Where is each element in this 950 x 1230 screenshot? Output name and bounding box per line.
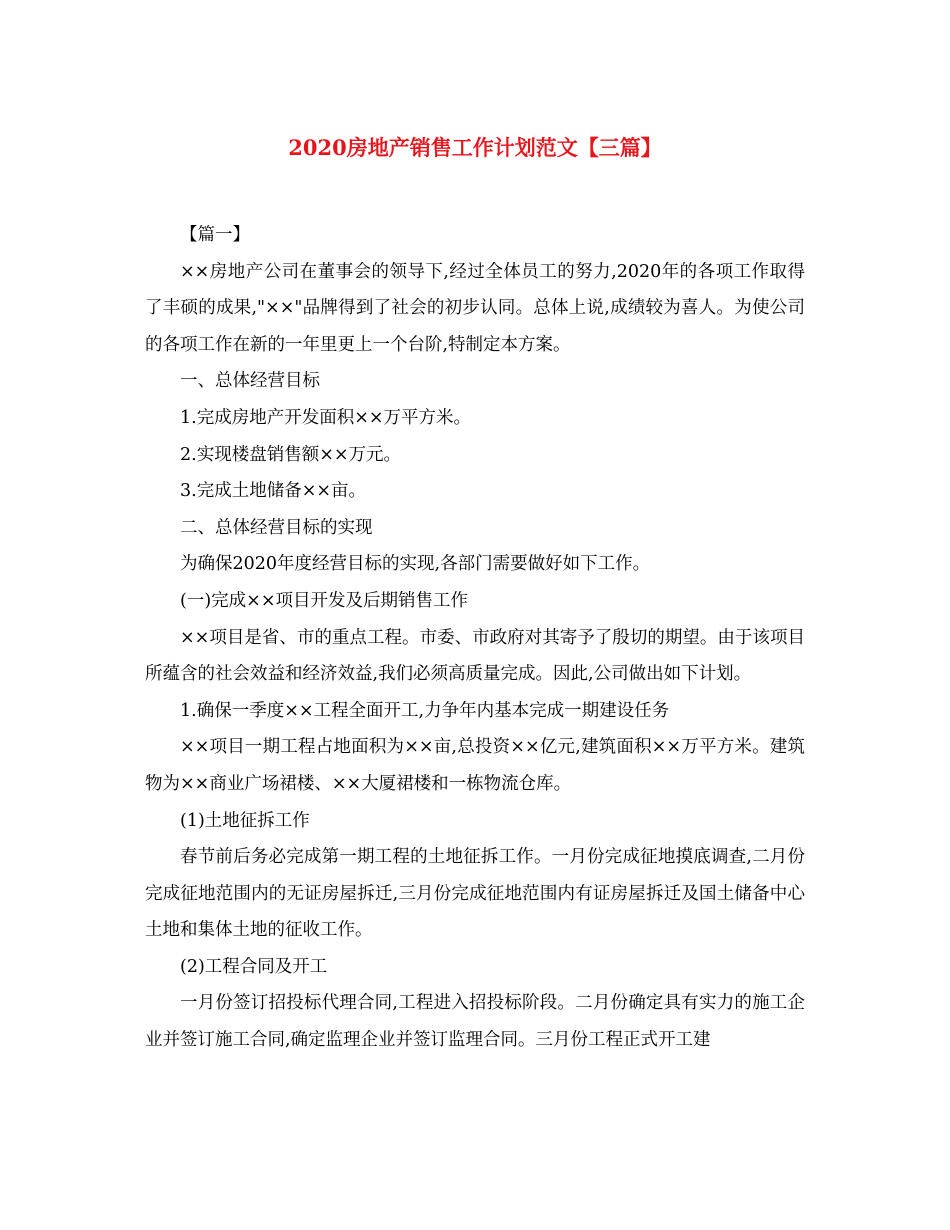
paragraph-text: 春节前后务必完成第一期工程的土地征拆工作。一月份完成征地摸底调查,二月份完成征地范围内的无证房屋拆迁,三月份完成征地范围内有证房屋拆迁及国土储备中心土地和集体土地的征收工作。 — [145, 847, 805, 941]
paragraph-text: 为确保2020年度经营目标的实现,各部门需要做好如下工作。 — [180, 554, 651, 575]
paragraph-intro: ××房地产公司在董事会的领导下,经过全体员工的努力,2020年的各项工作取得了丰硕的成果,"××"品牌得到了社会的初步认同。总体上说,成绩较为喜人。为使公司的各项工作在新的一年里更上一个台阶,特制定本方案。 — [145, 261, 805, 355]
document-title: 2020房地产销售工作计划范文【三篇】 — [288, 135, 662, 160]
paragraph-text: ××项目一期工程占地面积为××亩,总投资××亿元,建筑面积××万平方米。建筑物为××商业广场裙楼、××大厦裙楼和一栋物流仓库。 — [145, 737, 805, 794]
paragraph-goal-2: 2.实现楼盘销售额××万元。 — [180, 444, 402, 465]
paragraph-subheading: (1)土地征拆工作 — [180, 810, 310, 831]
paragraph-subheading: (2)工程合同及开工 — [180, 956, 328, 977]
document-body — [145, 217, 805, 1059]
paragraph-goal-1: 1.完成房地产开发面积××万平方米。 — [180, 407, 472, 428]
paragraph-goal-3: 3.完成土地储备××亩。 — [180, 481, 367, 502]
paragraph-heading-2: 二、总体经营目标的实现 — [180, 517, 373, 538]
paragraph-section-heading: 【篇一】 — [180, 225, 250, 245]
paragraph-subheading: (一)完成××项目开发及后期销售工作 — [180, 590, 468, 611]
paragraph-subheading: 1.确保一季度××工程全面开工,力争年内基本完成一期建设任务 — [180, 700, 670, 721]
paragraph-heading-1: 一、总体经营目标 — [180, 371, 320, 392]
paragraph-text: 一月份签订招投标代理合同,工程进入招投标阶段。二月份确定具有实力的施工企业并签订施工合同,确定监理企业并签订监理合同。三月份工程正式开工建 — [145, 993, 805, 1051]
paragraph-text: ××项目是省、市的重点工程。市委、市政府对其寄予了殷切的期望。由于该项目所蕴含的社会效益和经济效益,我们必须高质量完成。因此,公司做出如下计划。 — [145, 627, 805, 685]
